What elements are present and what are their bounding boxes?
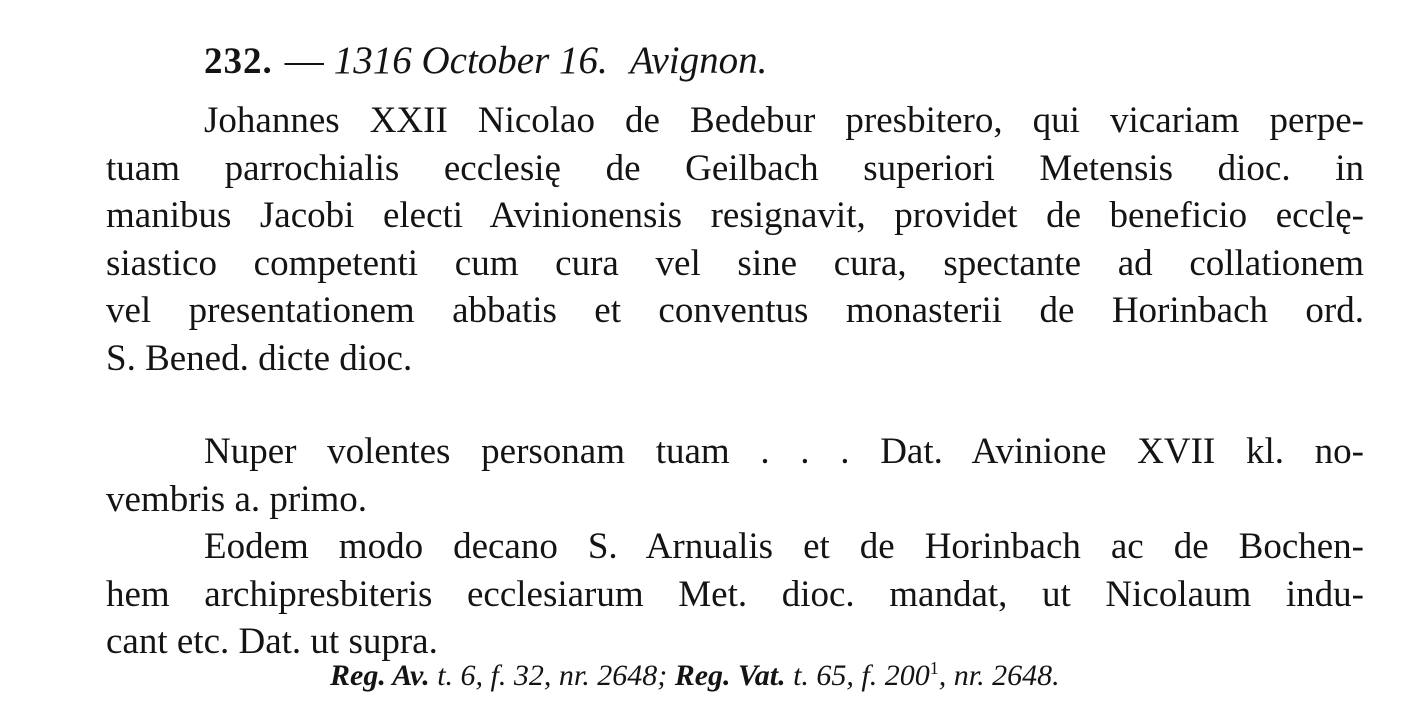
source-superscript: 1 — [929, 658, 939, 678]
source-register-vat-tail: , nr. 2648. — [938, 659, 1060, 692]
entry-heading — [204, 34, 767, 89]
source-register-vat-ref: t. 65, f. 200 — [785, 659, 930, 692]
source-reference — [330, 656, 1060, 696]
paragraph-line: Nuper volentes personam tuam . . . Dat. Avinione XVII kl. no- — [204, 431, 1364, 472]
source-register-av: Reg. Av. — [330, 659, 430, 692]
heading-dash: — — [284, 39, 324, 82]
paragraph-line: cant etc. Dat. ut supra. — [106, 621, 438, 662]
entry-number: 232. — [204, 41, 273, 82]
source-register-av-ref: t. 6, f. 32, nr. 2648; — [429, 659, 675, 692]
paragraph-line: siastico competenti cum cura vel sine cura, spectante ad collationem — [106, 242, 1364, 284]
paragraph-line: tuam parrochialis ecclesię de Geilbach superiori Metensis dioc. in — [106, 147, 1364, 189]
paragraph-line: Johannes XXII Nicolao de Bedebur presbitero, qui vicariam perpe- — [204, 100, 1364, 141]
entry-place: Avignon. — [629, 39, 768, 82]
paragraph-line: vembris a. primo. — [106, 478, 368, 520]
paragraph-line: S. Bened. dicte dioc. — [106, 337, 413, 379]
paragraph-line: vel presentationem abbatis et conventus monasterii de Horinbach ord. — [106, 290, 1364, 331]
paragraph-line: hem archipresbiteris ecclesiarum Met. dioc. mandat, ut Nicolaum indu- — [106, 573, 1364, 615]
entry-date: 1316 October 16. — [333, 39, 608, 82]
paragraph-mandate — [106, 523, 1364, 666]
paragraph-summary — [106, 97, 1364, 382]
paragraph-line: manibus Jacobi electi Avinionensis resignavit, providet de beneficio ecclę- — [106, 195, 1364, 236]
document-page — [106, 30, 1364, 710]
paragraph-incipit — [106, 428, 1364, 523]
paragraph-line: Eodem modo decano S. Arnualis et de Horinbach ac de Bochen- — [204, 526, 1364, 567]
source-register-vat: Reg. Vat. — [674, 659, 786, 692]
